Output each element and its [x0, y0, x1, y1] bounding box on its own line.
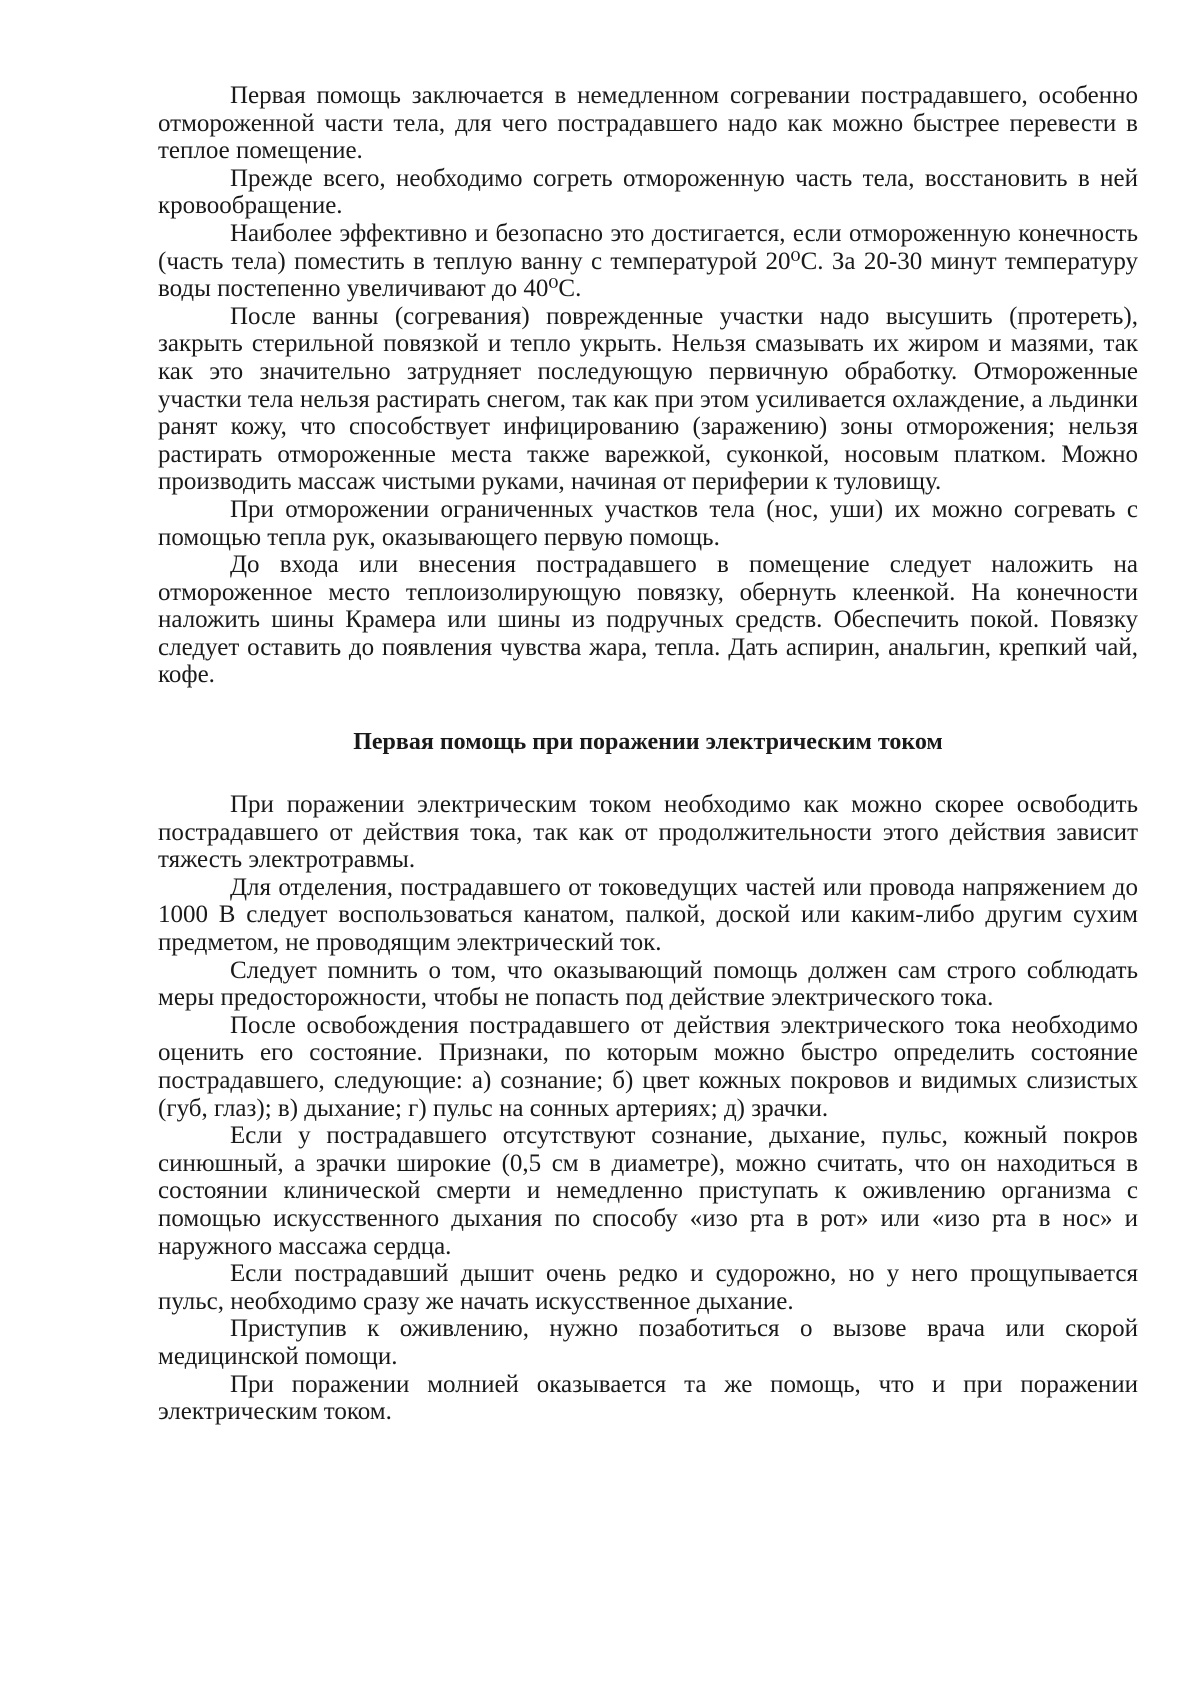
paragraph: При отморожении ограниченных участков тела (нос, уши) их можно согревать с помощью тепла рук, оказывающего первую помощь.	[158, 495, 1138, 551]
section-frostbite-first-aid	[158, 82, 1138, 689]
paragraph: После ванны (согревания) поврежденные участки надо высушить (протереть), закрыть стерильной повязкой и тепло укрыть. Нельзя смазывать их жиром и мазями, так как это значительно затрудняет последующую первичную обработку. Отмороженные участки тела нельзя растирать снегом, так как при этом усиливается охлаждение, а льдинки ранят кожу, что способствует инфицированию (заражению) зоны отморожения; нельзя растирать отмороженные места также варежкой, суконкой, носовым платком. Можно производить массаж чистыми руками, начиная от периферии к туловищу.	[158, 302, 1138, 496]
paragraph: Первая помощь заключается в немедленном согревании пострадавшего, особенно отмороженной части тела, для чего пострадавшего надо как можно быстрее перевести в теплое помещение.	[158, 82, 1138, 165]
paragraph: Если у пострадавшего отсутствуют сознание, дыхание, пульс, кожный покров синюшный, а зрачки широкие (0,5 см в диаметре), можно считать, что он находиться в состоянии клинической смерти и немедленно приступать к оживлению организма с помощью искусственного дыхания по способу «изо рта в рот» или «изо рта в нос» и наружного массажа сердца.	[158, 1122, 1138, 1260]
section-electric-shock-first-aid	[158, 791, 1138, 1426]
paragraph: Если пострадавший дышит очень редко и судорожно, но у него прощупывается пульс, необходимо сразу же начать искусственное дыхание.	[158, 1260, 1138, 1315]
paragraph: Наиболее эффективно и безопасно это достигается, если отмороженную конечность (часть тела) поместить в теплую ванну с температурой 20⁰С. За 20-30 минут температуру воды постепенно увеличивают до 40⁰С.	[158, 219, 1138, 303]
paragraph: До входа или внесения пострадавшего в помещение следует наложить на отмороженное место теплоизолирующую повязку, обернуть клеенкой. На конечности наложить шины Крамера или шины из подручных средств. Обеспечить покой. Повязку следует оставить до появления чувства жара, тепла. Дать аспирин, анальгин, крепкий чай, кофе.	[158, 551, 1138, 689]
paragraph: При поражении электрическим током необходимо как можно скорее освободить пострадавшего от действия тока, так как от продолжительности этого действия зависит тяжесть электротравмы.	[158, 791, 1138, 874]
paragraph: Следует помнить о том, что оказывающий помощь должен сам строго соблюдать меры предосторожности, чтобы не попасть под действие электрического тока.	[158, 956, 1138, 1012]
paragraph: После освобождения пострадавшего от действия электрического тока необходимо оценить его состояние. Признаки, по которым можно быстро определить состояние пострадавшего, следующие: а) сознание; б) цвет кожных покровов и видимых слизистых (губ, глаз); в) дыхание; г) пульс на сонных артериях; д) зрачки.	[158, 1011, 1138, 1122]
section-heading: Первая помощь при поражении электрическим током	[353, 729, 943, 756]
paragraph: Для отделения, пострадавшего от токоведущих частей или провода напряжением до 1000 В следует воспользоваться канатом, палкой, доской или каким-либо другим сухим предметом, не проводящим электрический ток.	[158, 873, 1138, 957]
paragraph: При поражении молнией оказывается та же помощь, что и при поражении электрическим током.	[158, 1370, 1138, 1426]
paragraph: Прежде всего, необходимо согреть отмороженную часть тела, восстановить в ней кровообращение.	[158, 164, 1138, 220]
document-page	[158, 82, 1138, 1426]
paragraph: Приступив к оживлению, нужно позаботиться о вызове врача или скорой медицинской помощи.	[158, 1315, 1138, 1370]
